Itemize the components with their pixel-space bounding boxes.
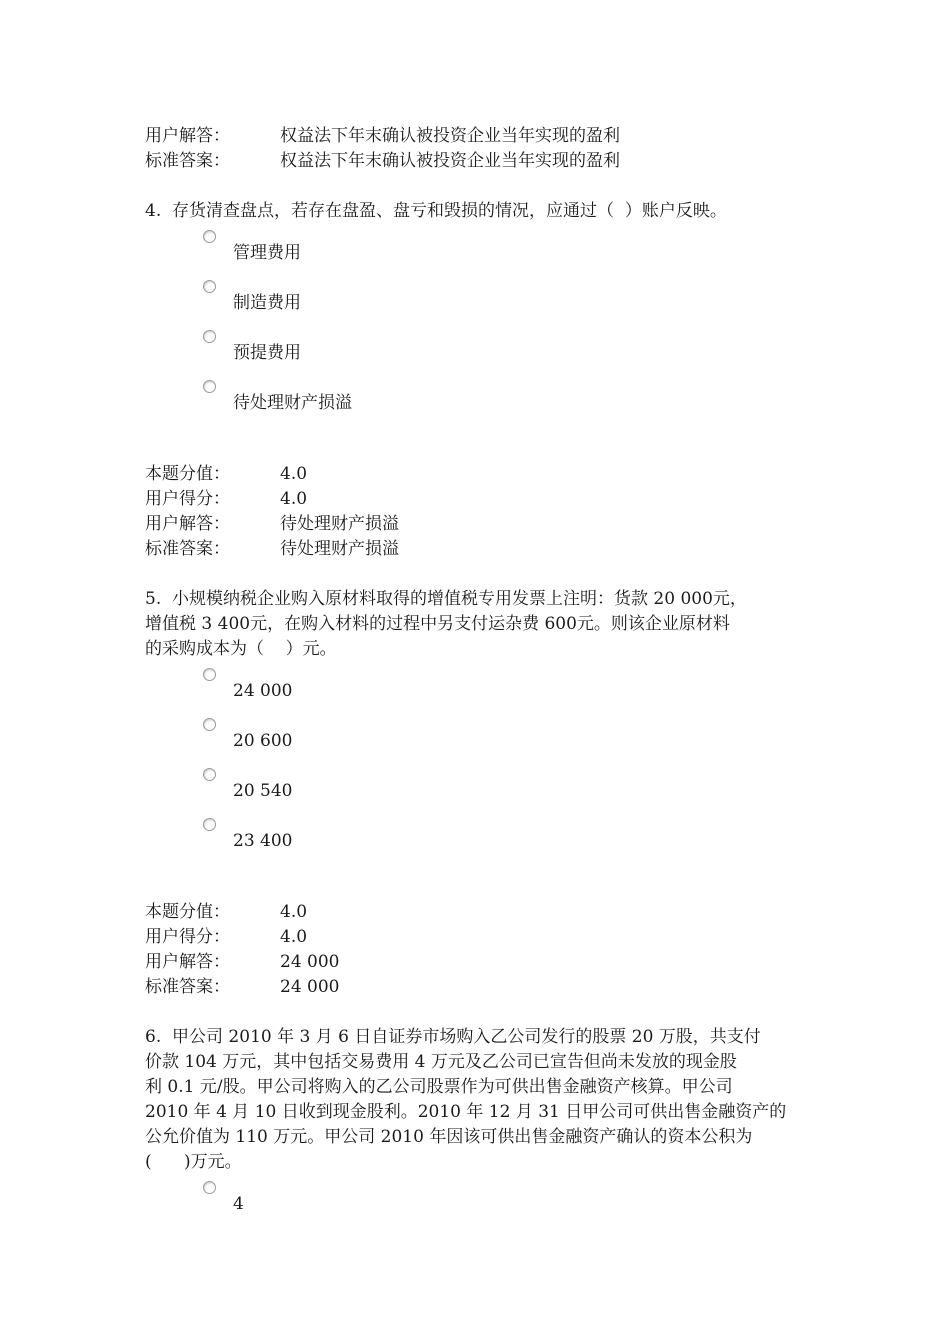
- option-item[interactable]: [203, 278, 805, 328]
- question-6-line: 利 0.1 元/股。甲公司将购入的乙公司股票作为可供出售金融资产核算。甲公司: [145, 1077, 733, 1097]
- option-item[interactable]: [203, 766, 805, 816]
- question-4-options: [203, 228, 805, 428]
- radio-button[interactable]: [203, 768, 216, 781]
- option-label: 预提费用: [233, 343, 301, 363]
- question-6-options: [203, 1179, 805, 1229]
- option-item[interactable]: [203, 228, 805, 278]
- user-score-value: 4.0: [280, 927, 308, 947]
- score-label: 本题分值：: [145, 902, 230, 922]
- score-value: 4.0: [280, 464, 308, 484]
- user-answer-row: [145, 124, 825, 149]
- user-score-row: [145, 487, 825, 512]
- question-5-options: [203, 666, 805, 866]
- question-6-line: ( )万元。: [145, 1152, 242, 1172]
- question-5-line: 5. 小规模纳税企业购入原材料取得的增值税专用发票上注明：货款 20 000元，: [145, 589, 747, 609]
- option-item[interactable]: [203, 666, 805, 716]
- question-6: [145, 1025, 805, 1229]
- question-5-line: 增值税 3 400元，在购入材料的过程中另支付运杂费 600元。则该企业原材料: [145, 614, 730, 634]
- user-score-label: 用户得分：: [145, 927, 230, 947]
- user-answer-value: 权益法下年末确认被投资企业当年实现的盈利: [280, 126, 620, 146]
- option-item[interactable]: [203, 328, 805, 378]
- radio-button[interactable]: [203, 818, 216, 831]
- option-item[interactable]: [203, 816, 805, 866]
- option-label: 4: [233, 1194, 244, 1214]
- prev-question-result: [145, 124, 825, 174]
- standard-answer-label: 标准答案：: [145, 151, 230, 171]
- radio-button[interactable]: [203, 280, 216, 293]
- option-label: 24 000: [233, 681, 293, 701]
- user-score-value: 4.0: [280, 489, 308, 509]
- user-answer-label: 用户解答：: [145, 514, 230, 534]
- option-label: 20 540: [233, 781, 293, 801]
- question-5: [145, 587, 805, 866]
- question-5-line: 的采购成本为（ ）元。: [145, 639, 337, 659]
- user-score-row: [145, 925, 825, 950]
- option-item[interactable]: [203, 378, 805, 428]
- standard-answer-value: 权益法下年末确认被投资企业当年实现的盈利: [280, 151, 620, 171]
- question-6-line: 公允价值为 110 万元。甲公司 2010 年因该可供出售金融资产确认的资本公积为: [145, 1127, 753, 1147]
- score-row: [145, 900, 825, 925]
- user-answer-label: 用户解答：: [145, 952, 230, 972]
- score-label: 本题分值：: [145, 464, 230, 484]
- radio-button[interactable]: [203, 380, 216, 393]
- option-label: 待处理财产损溢: [233, 393, 352, 413]
- question-6-line: 6. 甲公司 2010 年 3 月 6 日自证券市场购入乙公司发行的股票 20 万股，共支付: [145, 1027, 761, 1047]
- score-row: [145, 462, 825, 487]
- user-answer-row: [145, 512, 825, 537]
- question-6-line: 价款 104 万元，其中包括交易费用 4 万元及乙公司已宣告但尚未发放的现金股: [145, 1052, 737, 1072]
- standard-answer-label: 标准答案：: [145, 539, 230, 559]
- radio-button[interactable]: [203, 718, 216, 731]
- standard-answer-row: [145, 537, 825, 562]
- standard-answer-row: [145, 149, 825, 174]
- option-label: 23 400: [233, 831, 293, 851]
- user-score-label: 用户得分：: [145, 489, 230, 509]
- option-item[interactable]: [203, 1179, 805, 1229]
- standard-answer-label: 标准答案：: [145, 977, 230, 997]
- user-answer-value: 24 000: [280, 952, 340, 972]
- standard-answer-row: [145, 975, 825, 1000]
- radio-button[interactable]: [203, 1181, 216, 1194]
- question-4: [145, 199, 805, 428]
- question-4-text: 4. 存货清查盘点，若存在盘盈、盘亏和毁损的情况，应通过（ ）账户反映。: [145, 201, 727, 221]
- question-5-result: [145, 900, 825, 1000]
- radio-button[interactable]: [203, 230, 216, 243]
- radio-button[interactable]: [203, 668, 216, 681]
- user-answer-label: 用户解答：: [145, 126, 230, 146]
- option-label: 20 600: [233, 731, 293, 751]
- score-value: 4.0: [280, 902, 308, 922]
- question-4-result: [145, 462, 825, 562]
- option-item[interactable]: [203, 716, 805, 766]
- option-label: 制造费用: [233, 293, 301, 313]
- option-label: 管理费用: [233, 243, 301, 263]
- user-answer-row: [145, 950, 825, 975]
- radio-button[interactable]: [203, 330, 216, 343]
- page-content: [145, 124, 825, 1229]
- user-answer-value: 待处理财产损溢: [280, 514, 399, 534]
- standard-answer-value: 24 000: [280, 977, 340, 997]
- standard-answer-value: 待处理财产损溢: [280, 539, 399, 559]
- question-6-line: 2010 年 4 月 10 日收到现金股利。2010 年 12 月 31 日甲公司可供出售金融资产的: [145, 1102, 787, 1122]
